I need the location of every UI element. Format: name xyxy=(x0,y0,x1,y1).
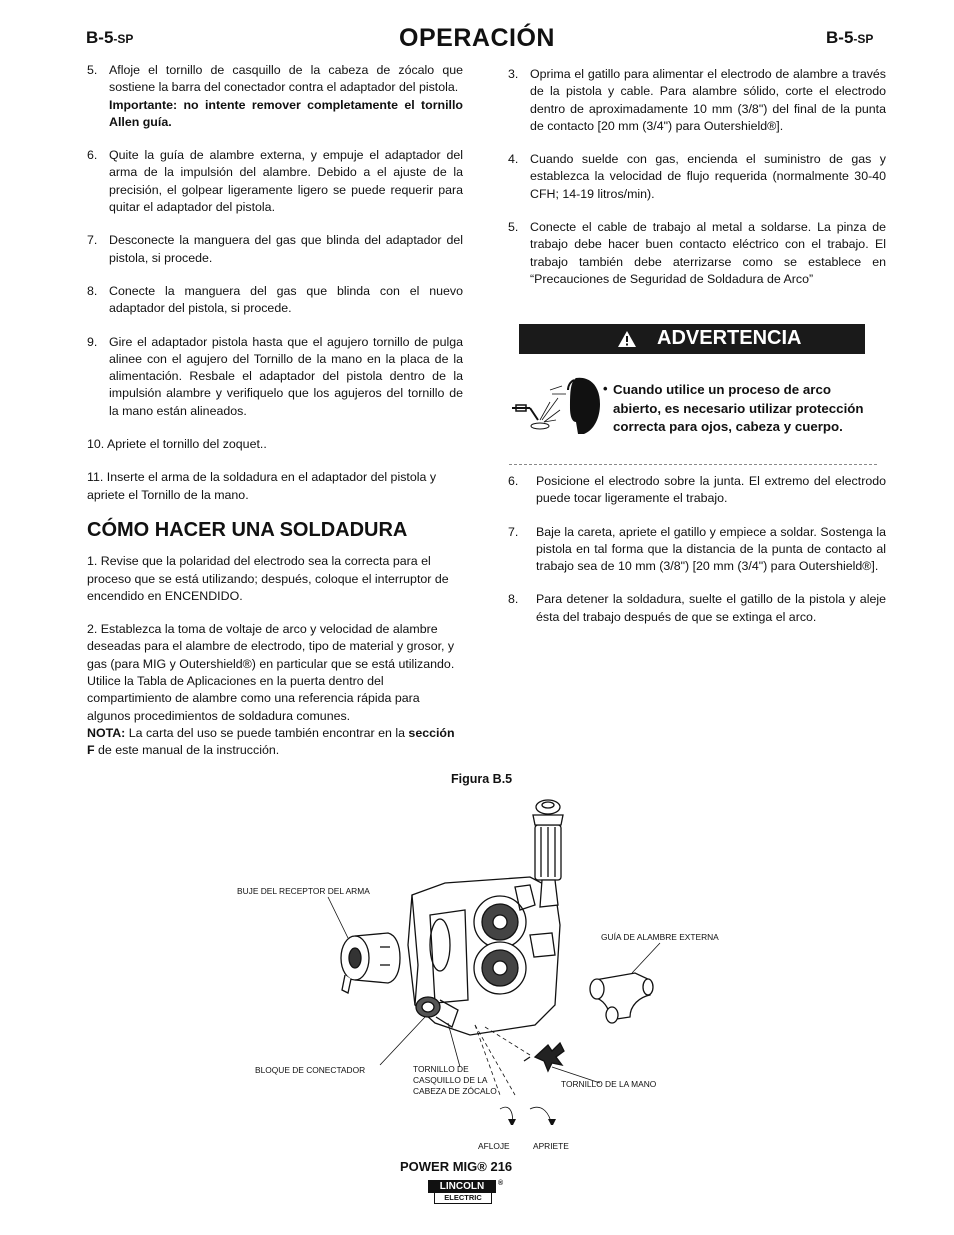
lincoln-electric-logo: LINCOLN ® ELECTRIC xyxy=(428,1180,504,1206)
list-item: 5. Afloje el tornillo de casquillo de la cabeza de zócalo que sostiene la barra del conectador contra el adaptador del pistola. Importante: no intente remover completamente el tornillo Allen guía. xyxy=(87,63,463,129)
product-name: POWER MIG® 216 xyxy=(400,1159,513,1174)
label-guia: GUÍA DE ALAMBRE EXTERNA xyxy=(601,932,719,942)
list-item: 6. Quite la guía de alambre externa, y empuje el adaptador del arma de la impulsión del alambre. Debido a el ajuste de la precisión, el golpear ligeramente ligero se puede requerir para quitar el adaptador del pistola. xyxy=(87,148,463,215)
list-item: 7. Desconecte la manguera del gas que blinda del adaptador del pistola, si procede. xyxy=(87,233,463,265)
warning-triangle-icon xyxy=(617,330,637,348)
list-item: 4. Cuando suelde con gas, encienda el suministro de gas y establezca la velocidad de flujo requerida (normalmente 30-40 CFH; 14-19 litros/min). xyxy=(508,152,886,201)
divider xyxy=(509,464,877,465)
list-item: 7. Baje la careta, apriete el gatillo y empiece a soldar. Sostenga la pistola en tal forma que la distancia de la punta de contacto al trabajo sea de 10 mm (3/8") [20 mm (3/4") para Outershield®]. xyxy=(508,524,886,574)
right-column xyxy=(508,66,886,304)
page-code-right: B-5-SP xyxy=(826,28,874,47)
label-buje: BUJE DEL RECEPTOR DEL ARMA xyxy=(237,886,370,896)
welding-helmet-icon xyxy=(510,372,602,442)
list-item: 8. Para detener la soldadura, suelte el gatillo de la pistola y aleje ésta del trabajo después de que se extinga el arco. xyxy=(508,592,886,624)
list-item: 9. Gire el adaptador pistola hasta que el agujero tornillo de pulga alinee con el agujero del Tornillo de la mano en la placa de la alimentación. Resbale el adaptador del pistola dentro de la impulsión alambre y verifiquelo que los agujeros del tornillo de la mano están alineados. xyxy=(87,334,463,418)
list-item: 8. Conecte la manguera del gas que blinda con el nuevo adaptador del pistola, si procede. xyxy=(87,283,463,316)
label-tornillo-mano: TORNILLO DE LA MANO xyxy=(561,1079,657,1089)
warning-title: ADVERTENCIA xyxy=(657,327,802,349)
list-item: 1. Revise que la polaridad del electrodo sea la correcta para el proceso que se está utilizando; después, coloque el interruptor de encendido en ENCENDIDO. xyxy=(87,554,449,603)
important-note: Importante: no intente remover completamente el tornillo Allen guía. xyxy=(109,97,463,129)
list-item: 2. Establezca la toma de voltaje de arco y velocidad de alambre deseadas para el alambre de electrodo, tipo de material y grosor, y gas (para MIG y Outershield®) en particular que se está utilizando. Utilice la Tabla de Aplicaciones en la puerta dentro del compartimiento de alambre como una referencia rápida para algunos procedimientos de soldadura comunes. xyxy=(87,622,455,723)
label-apriete: APRIETE xyxy=(533,1141,569,1151)
list-item: 10. Apriete el tornillo del zoquet.. xyxy=(87,437,267,452)
list-item: 3. Oprima el gatillo para alimentar el electrodo de alambre a través de la pistola y cable. Para alambre sólido, corte el electrodo dentro de aproximadamente 10 mm (3/8") del final de la punta de contacto [20 mm (3/4") para Outershield®]. xyxy=(508,67,886,133)
right-column-lower xyxy=(508,473,886,642)
label-tornillo-casquillo: TORNILLO DE CASQUILLO DE LA CABEZA DE ZÓCALO xyxy=(413,1064,497,1096)
warning-banner xyxy=(519,324,865,354)
warning-bullet: • xyxy=(603,381,608,396)
page-code-left: B-5-SP xyxy=(86,28,134,47)
label-afloje: AFLOJE xyxy=(478,1141,510,1151)
note: NOTA: La carta del uso se puede también encontrar en la sección F de este manual de la instrucción. xyxy=(87,725,455,758)
list-item: 11. Inserte el arma de la soldadura en el adaptador del pistola y apriete el Tornillo de la mano. xyxy=(87,470,437,502)
left-column xyxy=(87,62,463,760)
figure-caption: Figura B.5 xyxy=(451,772,513,786)
label-bloque: BLOQUE DE CONECTADOR xyxy=(255,1065,366,1075)
list-item: 5. Conecte el cable de trabajo al metal a soldarse. La pinza de trabajo debe hacer buen contacto eléctrico con el trabajo. El trabajo también debe aterrizarse como se establece en “Precauciones de Seguridad de Soldadura de Arco” xyxy=(508,220,886,286)
warning-text: Cuando utilice un proceso de arco abierto, es necesario utilizar protección correcta para ojos, cabeza y cuerpo. xyxy=(613,382,864,434)
section-heading: CÓMO HACER UNA SOLDADURA xyxy=(87,518,408,541)
page-title: OPERACIÓN xyxy=(399,24,555,52)
list-item: 6. Posicione el electrodo sobre la junta. El extremo del electrodo puede tocar ligeramente el trabajo. xyxy=(508,474,886,506)
